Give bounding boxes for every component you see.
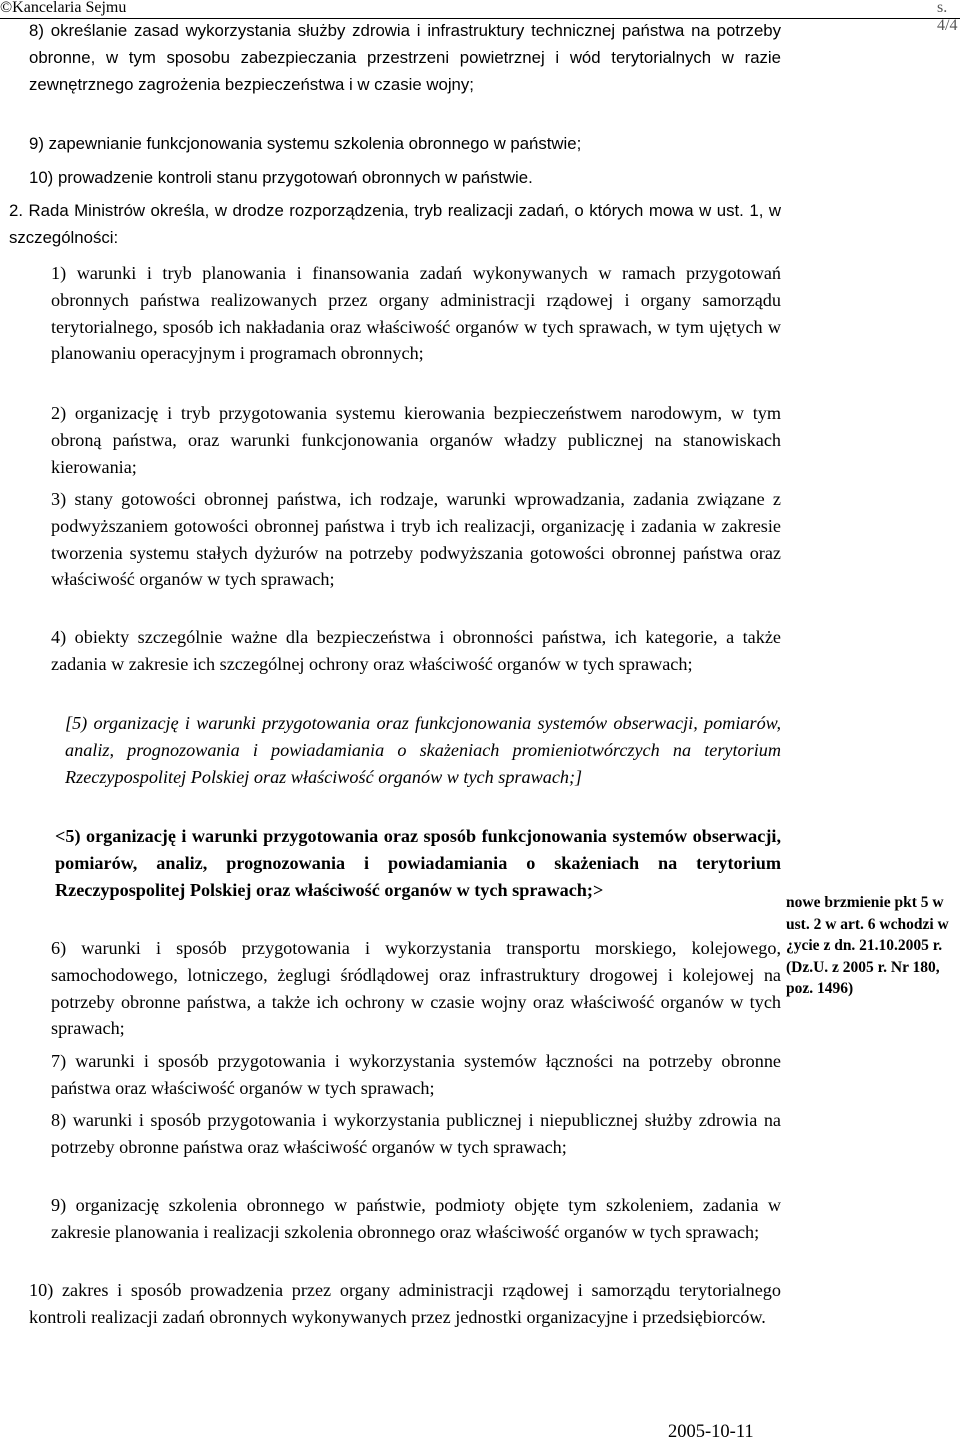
item-number: 9) [51,1195,67,1215]
list-item [51,1107,781,1161]
list-item [29,1277,781,1331]
item-text: warunki i sposób przygotowania i wykorzystania transportu morskiego, kolejowego, samochodowego, lotniczego, żeglugi śródlądowej oraz infrastruktury drogowej i kolejowej na potrzeby obronne państwa, a także ich ochrony w czasie wojny oraz właściwość organów w tych sprawach; [51,938,781,1039]
item-text: określanie zasad wykorzystania służby zdrowia i infrastruktury technicznej państwa na potrzeby obronne, w tym sposobu zabezpieczania przestrzeni powietrznej i wód terytorialnych w razie zewnętrznego zagrożenia bezpieczeństwa i w czasie wojny; [29,21,781,94]
item-number: <5) [55,826,81,846]
item-text: obiekty szczególnie ważne dla bezpieczeństwa i obronności państwa, ich kategorie, a także zadania w zakresie ich szczególnej ochrony oraz właściwość organów w tych sprawach; [51,627,781,674]
item-number: 10) [29,168,54,187]
list-item [29,165,781,192]
item-text: organizację i warunki przygotowania oraz sposób funkcjonowania systemów obserwacji, pomiarów, analiz, prognozowania i powiadamiania o skażeniach na terytorium Rzeczypospolitej Polskiej oraz właściwość organów w tych sprawach;> [55,826,782,900]
footer-date: 2005-10-11 [668,1422,754,1442]
list-item [29,18,781,98]
item-number: 4) [51,627,67,647]
item-number: 2. [9,201,23,220]
item-text: zakres i sposób prowadzenia przez organy administracji rządowej i samorządu terytorialnego kontroli realizacji zadań obronnych wykonywanych przez jednostki organizacyjne i przedsiębiorców. [29,1280,781,1327]
item-text: warunki i sposób przygotowania i wykorzystania systemów łączności na potrzeby obronne państwa oraz właściwość organów w tych sprawach; [51,1051,781,1098]
page-header [0,0,960,34]
list-item [51,1192,781,1246]
item-text: organizację i warunki przygotowania oraz funkcjonowania systemów obserwacji, pomiarów, analiz, prognozowania i powiadamiania o skażeniach promieniotwórczych na terytorium Rzeczypospolitej Polskiej oraz właściwość organów w tych sprawach;] [65,713,781,787]
item-number: 1) [51,263,67,283]
item-text: prowadzenie kontroli stanu przygotowań obronnych w państwie. [57,168,533,187]
item-text: warunki i tryb planowania i finansowania zadań wykonywanych w ramach przygotowań obronnych państwa realizowanych przez organy administracji rządowej i organy samorządu terytorialnego, sposób ich nakładania oraz właściwość organów w tych sprawach, w tym ujętych w planowaniu operacyjnym i programach obronnych; [51,263,782,364]
item-text: warunki i sposób przygotowania i wykorzystania publicznej i niepublicznej służby zdrowia na potrzeby obronne państwa oraz właściwość organów w tych sprawach; [51,1110,781,1157]
paragraph-ust-2 [9,198,781,252]
item-text: organizację szkolenia obronnego w państwie, podmioty objęte tym szkoleniem, zadania w zakresie planowania i realizacji szkolenia obronnego oraz właściwość organów w tych sprawach; [51,1195,782,1242]
item-text: stany gotowości obronnej państwa, ich rodzaje, warunki wprowadzania, zadania związane z podwyższaniem gotowości obronnej państwa i tryb ich realizacji, organizację i zadania w zakresie tworzenia systemu stałych dyżurów na potrzeby podwyższania gotowości obronnej państwa oraz właściwość organów w tych sprawach; [51,489,782,590]
list-item [51,935,781,1042]
item-number: 2) [51,403,67,423]
list-item [51,400,781,480]
item-number: 6) [51,938,67,958]
item-text: zapewnianie funkcjonowania systemu szkolenia obronnego w państwie; [48,134,582,153]
item-number: 9) [29,134,44,153]
list-item [51,260,781,367]
list-item [51,624,781,678]
item-number: 7) [51,1051,67,1071]
list-item [29,131,781,158]
margin-note: nowe brzmienie pkt 5 w ust. 2 w art. 6 wchodzi w ¿ycie z dn. 21.10.2005 r. (Dz.U. z 2005 r. Nr 180, poz. 1496) [786,894,949,997]
list-item [51,486,781,593]
item-text: Rada Ministrów określa, w drodze rozporządzenia, tryb realizacji zadań, o których mowa w ust. 1, w szczególności: [9,201,781,247]
item-number: 8) [29,21,44,40]
publisher-label: ©Kancelaria Sejmu [0,0,127,16]
item-text: organizację i tryb przygotowania systemu kierowania bezpieczeństwem narodowym, w tym obroną państwa, oraz warunki funkcjonowania organów władzy publicznej na stanowiskach kierowania; [51,403,781,477]
item-number: 8) [51,1110,67,1130]
item-number: 10) [29,1280,54,1300]
item-number: [5) [65,713,88,733]
list-item [51,1048,781,1102]
page-number: s. 4/4 [937,0,958,34]
list-item-repealed [65,710,781,790]
list-item-amended [55,823,781,903]
item-number: 3) [51,489,67,509]
